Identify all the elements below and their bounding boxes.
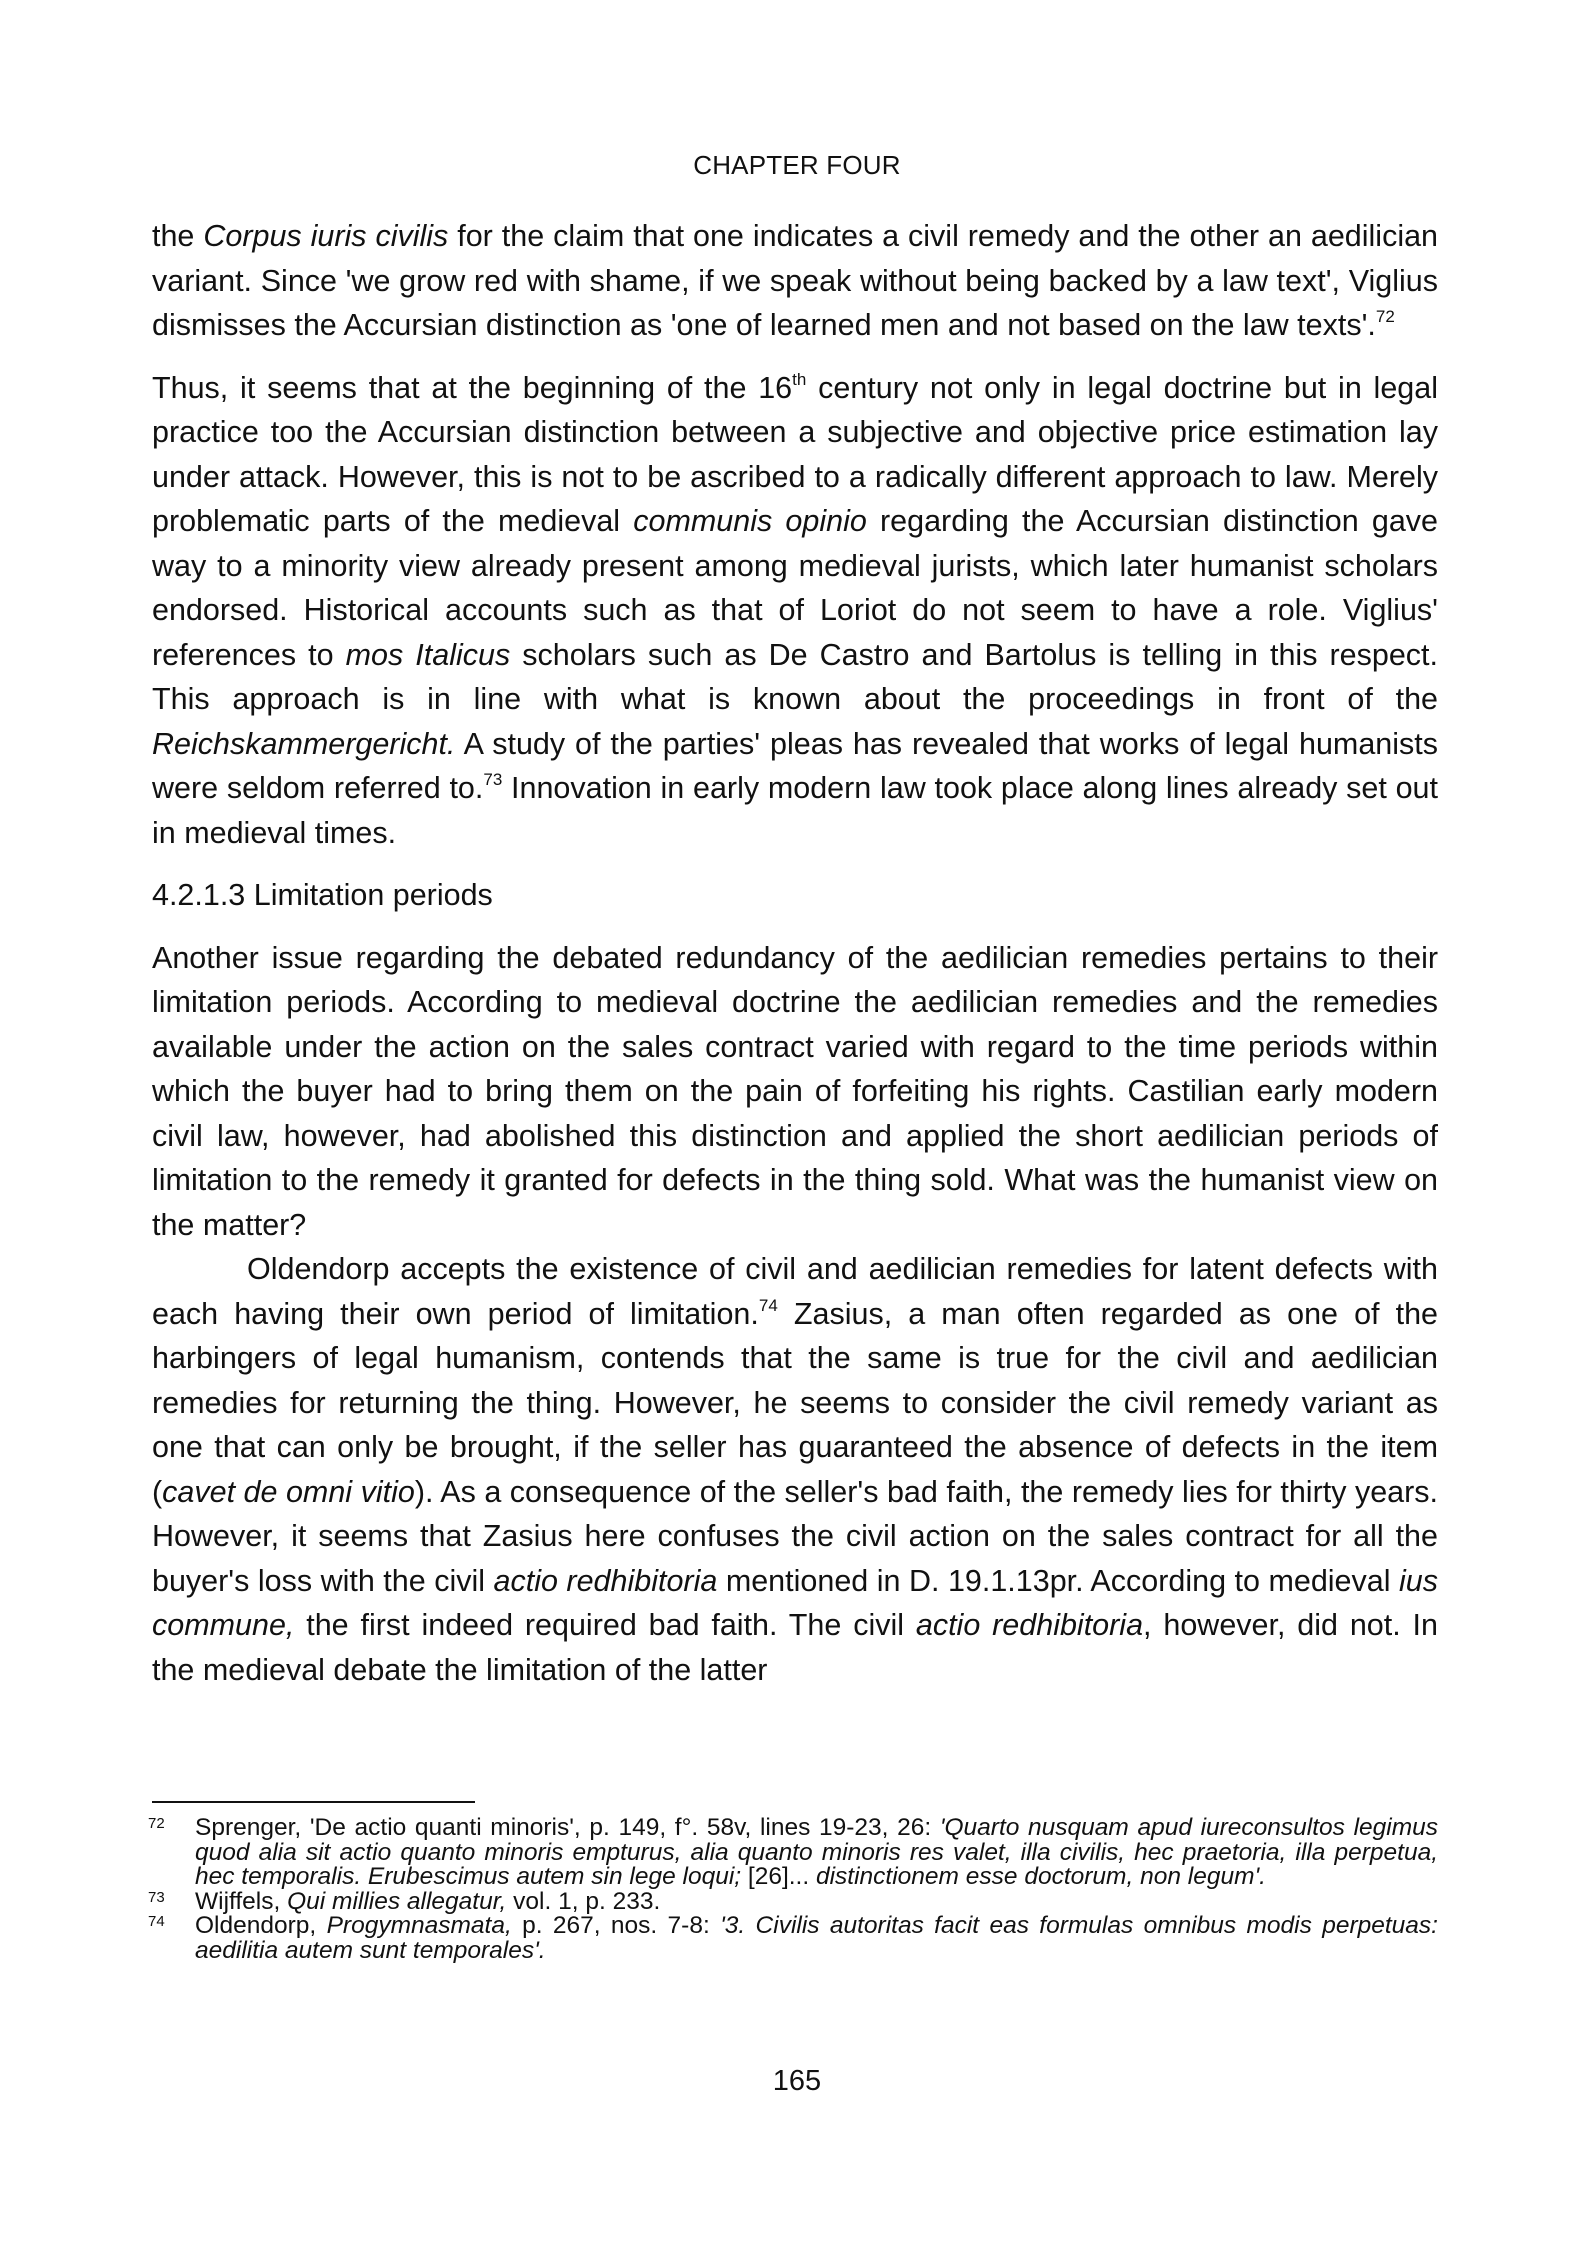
section-heading: 4.2.1.3 Limitation periods — [152, 878, 493, 912]
italic-text: '3. Civilis autoritas facit eas formulas omnibus modis perpetuas: aedilitia autem sunt temporales'. — [195, 1912, 1438, 1964]
footnote-reference[interactable]: 74 — [758, 1295, 778, 1315]
paragraph: Another issue regarding the debated redundancy of the aedilician remedies pertains to their limitation periods. According to medieval doctrine the aedilician remedies and the remedies available under the action on the sales contract varied with regard to the time periods within which the buyer had to bring them on the pain of forfeiting his rights. Castilian early modern civil law, however, had abolished this distinction and applied the short aedilician periods of limitation to the remedy it granted for defects in the thing sold. What was the humanist view on the matter? — [152, 940, 1438, 1242]
italic-text: ius commune, — [152, 1563, 1439, 1642]
running-head: CHAPTER FOUR — [693, 150, 901, 180]
paragraph: the Corpus iuris civilis for the claim that one indicates a civil remedy and the other an aedilician variant. Since 'we grow red with shame, if we speak without being backed by a law text', Viglius dismisses the Accursian distinction as 'one of learned men and not based on the law texts'.$^{72}$ — [152, 219, 1439, 342]
footnote — [148, 1912, 1438, 1964]
footnote-number: 74 — [148, 1913, 165, 1931]
paragraph-indented: Oldendorp accepts the existence of civil and aedilician remedies for latent defects with each having their own period of limitation.$^{74}$ Zasius, a man often regarded as one of the harbingers of legal humanism, contends that the same is true for the civil and aedilician remedies for returning the thing. However, he seems to consider the civil remedy variant as one that can only be brought, if the seller has guaranteed the absence of defects in the item (cavet de omni vitio). As a consequence of the seller's bad faith, the remedy lies for thirty years. However, it seems that Zasius here confuses the civil action on the sales contract for all the buyer's loss with the civil actio redhibitoria mentioned in D. 19.1.13pr. According to medieval ius commune, the first indeed required bad faith. The civil actio redhibitoria, however, did not. In the medieval debate the limitation of the latter — [152, 1252, 1439, 1687]
ordinal-suffix: th — [792, 369, 807, 389]
footnote-text: Oldendorp, Progymnasmata, p. 267, nos. 7-8: '3. Civilis autoritas facit eas formulas omnibus modis perpetuas: aedilitia autem sunt temporales'. — [195, 1912, 1438, 1964]
body-text — [152, 214, 1438, 1710]
italic-text: mos Italicus — [345, 637, 511, 672]
paragraph: Thus, it seems that at the beginning of the 16th century not only in legal doctrine but in legal practice too the Accursian distinction between a subjective and objective price estimation lay under attack. However, this is not to be ascribed to a radically different approach to law. Merely problematic parts of the medieval communis opinio regarding the Accursian distinction gave way to a minority view already present among medieval jurists, which later humanist scholars endorsed. Historical accounts such as that of Loriot do not seem to have a role. Viglius' references to mos Italicus scholars such as De Castro and Bartolus is telling in this respect. This approach is in line with what is known about the proceedings in front of the Reichskammergericht. A study of the parties' pleas has revealed that works of legal humanists were seldom referred to.$^{73}$ Innovation in early modern law took place along lines already set out in medieval times. — [152, 369, 1439, 850]
footnote-reference[interactable]: 73 — [483, 770, 503, 789]
footnote — [148, 1887, 1438, 1915]
footnotes — [148, 1814, 1438, 1964]
italic-text: Qui millies allegatur, — [287, 1887, 507, 1915]
italic-text: Reichskammergericht. — [152, 726, 456, 761]
footnote-number: 73 — [148, 1888, 165, 1906]
italic-text: actio redhibitoria — [915, 1608, 1144, 1642]
footnote-separator — [152, 1801, 475, 1803]
italic-text: cavet de omni vitio — [162, 1474, 415, 1509]
page-number: 165 — [772, 2065, 822, 2097]
footnote-text: Sprenger, 'De actio quanti minoris', p. 149, f°. 58v, lines 19-23, 26: 'Quarto nusquam apud iureconsultos legimus quod alia sit actio quanto minoris empturus, alia quanto minoris res valet, illa civilis, hec praetoria, illa perpetua, hec temporalis. Erubescimus autem sin lege loqui; [26]... distinctionem esse doctorum, non legum'. — [195, 1814, 1438, 1891]
footnote — [148, 1814, 1438, 1891]
footnote-number: 72 — [148, 1815, 165, 1832]
footnote-reference[interactable]: 72 — [1375, 307, 1395, 326]
italic-text: Progymnasmata, — [326, 1912, 512, 1940]
italic-text: 'Quarto nusquam apud iureconsultos legimus quod alia sit actio quanto minoris empturus, alia quanto minoris res valet, illa civilis, hec praetoria, illa perpetua, hec temporalis. Erubescimus autem sin lege loqui; — [195, 1814, 1438, 1891]
italic-text: distinctionem esse doctorum, non legum'. — [815, 1863, 1266, 1891]
footnote-text: Wijffels, Qui millies allegatur, vol. 1, p. 233. — [195, 1887, 661, 1915]
italic-text: Corpus iuris civilis — [203, 219, 449, 253]
italic-text: communis opinio — [633, 504, 867, 538]
italic-text: actio redhibitoria — [493, 1563, 718, 1598]
